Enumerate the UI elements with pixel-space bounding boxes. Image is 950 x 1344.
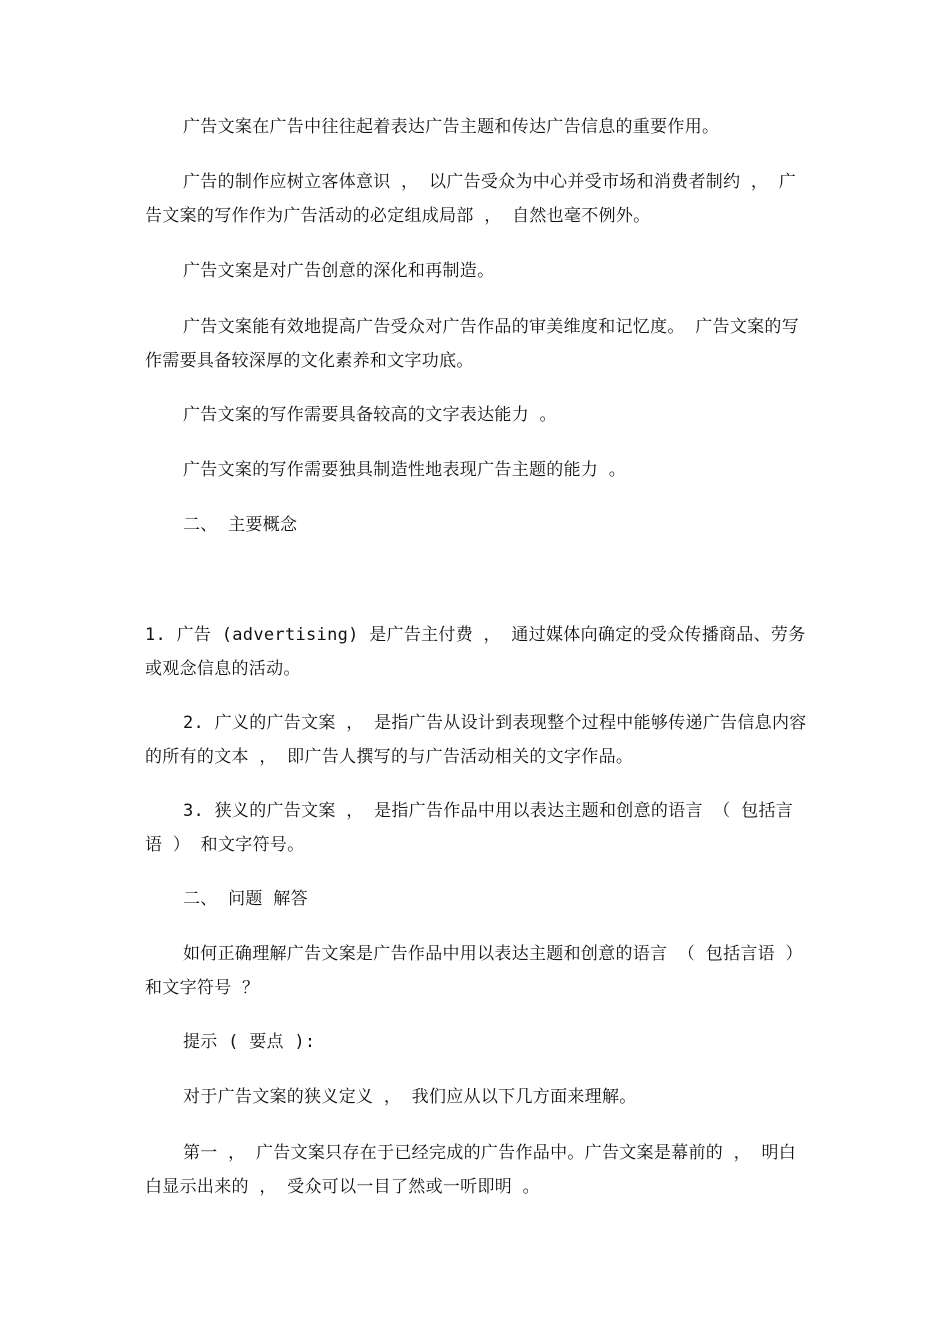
paragraph-5: 广告文案的写作需要具备较高的文字表达能力 。	[183, 405, 557, 425]
section-heading-concepts: 二、 主要概念	[183, 515, 298, 535]
definition-2: 2. 广义的广告文案 ， 是指广告从设计到表现整个过程中能够传递广告信息内容的所有的文本 ， 即广告人撰写的与广告活动相关的文字作品。	[145, 713, 807, 767]
paragraph-6: 广告文案的写作需要独具制造性地表现广告主题的能力 。	[183, 460, 627, 480]
hint-intro: 对于广告文案的狭义定义 ， 我们应从以下几方面来理解。	[183, 1087, 637, 1107]
point-one-paragraph: 第一 ， 广告文案只存在于已经完成的广告作品中。广告文案是幕前的 ， 明白白显示出来的 ， 受众可以一目了然或一听即明 。	[145, 1143, 797, 1197]
hint-label: 提示 ( 要点 ):	[183, 1032, 316, 1052]
definition-3: 3. 狭义的广告文案 ， 是指广告作品中用以表达主题和创意的语言 （ 包括言语 ） 和文字符号。	[145, 801, 794, 855]
paragraph-4: 广告文案能有效地提高广告受众对广告作品的审美维度和记忆度。 广告文案的写作需要具备较深厚的文化素养和文字功底。	[145, 317, 800, 371]
section-heading-qa: 二、 问题 解答	[183, 889, 308, 909]
paragraph-3: 广告文案是对广告创意的深化和再制造。	[183, 261, 495, 281]
definition-1: 1. 广告 (advertising) 是广告主付费 ， 通过媒体向确定的受众传播商品、劳务或观念信息的活动。	[145, 625, 806, 679]
paragraph-1: 广告文案在广告中往往起着表达广告主题和传达广告信息的重要作用。	[183, 117, 720, 137]
question-paragraph: 如何正确理解广告文案是广告作品中用以表达主题和创意的语言 （ 包括言语 ） 和文字符号 ？	[145, 944, 803, 998]
paragraph-2: 广告的制作应树立客体意识 ， 以广告受众为中心并受市场和消费者制约 ， 广告文案的写作作为广告活动的必定组成局部 ， 自然也毫不例外。	[145, 172, 797, 226]
